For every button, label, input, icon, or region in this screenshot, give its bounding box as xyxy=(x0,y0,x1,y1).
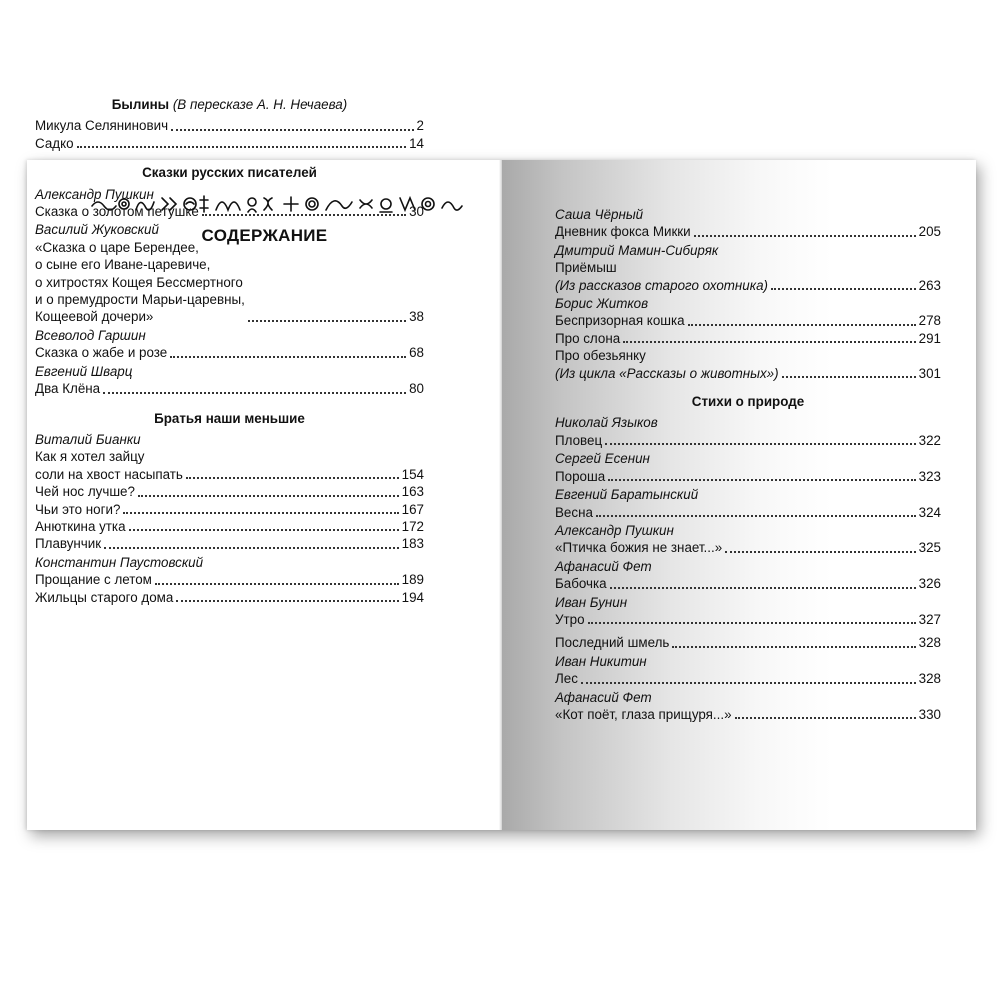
author-name: Борис Житков xyxy=(555,296,649,312)
toc-entry[interactable]: Утро 327 xyxy=(555,611,941,627)
toc-entry[interactable]: Бабочка 326 xyxy=(555,576,941,592)
toc-entry[interactable]: Плавунчик 183 xyxy=(35,536,424,552)
author-name: Константин Паустовский xyxy=(35,554,204,570)
author-name: Афанасий Фет xyxy=(555,689,652,705)
toc-entry[interactable]: Сказка о золотом петушке 30 xyxy=(35,204,424,220)
toc-entry[interactable]: Последний шмель 328 xyxy=(555,635,941,651)
toc-entry[interactable]: Прощание с летом 189 xyxy=(35,572,424,588)
toc-entry[interactable]: Анюткина утка 172 xyxy=(35,518,424,534)
toc-entry[interactable]: Микула Селянинович 2 xyxy=(35,118,424,134)
toc-entry[interactable]: «Птичка божия не знает...» 325 xyxy=(555,540,941,556)
toc-entry[interactable]: «Кот поёт, глаза прищуря...» 330 xyxy=(555,706,941,722)
author-name: Иван Бунин xyxy=(555,594,628,610)
toc-entry[interactable]: Два Клёна 80 xyxy=(35,381,424,397)
author-name: Николай Языков xyxy=(555,415,658,431)
toc-entry[interactable]: Пловец 322 xyxy=(555,432,941,448)
author-name: Всеволод Гаршин xyxy=(35,327,146,343)
author-name: Саша Чёрный xyxy=(555,207,644,222)
toc-entry[interactable]: Чей нос лучше? 163 xyxy=(35,484,424,500)
section-heading-skazki: Сказки русских писателей xyxy=(142,165,317,181)
toc-entry[interactable]: (Из рассказов старого охотника) 263 xyxy=(555,277,941,293)
toc-entry[interactable]: Как я хотел зайцу соли на хвост насыпать 154 xyxy=(35,449,424,482)
toc-entry[interactable]: Лес 328 xyxy=(555,671,941,687)
toc-entry[interactable]: Про слона 291 xyxy=(555,330,941,346)
contents-title: СОДЕРЖАНИЕ xyxy=(201,226,328,245)
toc-entry[interactable]: Весна 324 xyxy=(555,504,941,520)
toc-entry[interactable]: Дневник фокса Микки 205 xyxy=(555,224,941,240)
section-heading-stikhi: Стихи о природе xyxy=(691,394,805,410)
author-name: Иван Никитин xyxy=(555,653,647,669)
author-name: Афанасий Фет xyxy=(555,558,652,574)
toc-entry-title: Приёмыш xyxy=(555,260,617,276)
right-toc-column xyxy=(555,205,941,723)
section-heading-bratya: Братья наши меньшие xyxy=(154,410,305,426)
author-name: Василий Жуковский xyxy=(35,222,159,238)
author-name: Дмитрий Мамин-Сибиряк xyxy=(555,242,719,258)
author-name: Александр Пушкин xyxy=(35,186,154,202)
toc-entry[interactable]: Пороша 323 xyxy=(555,468,941,484)
toc-entry[interactable]: Жильцы старого дома 194 xyxy=(35,589,424,605)
left-toc-column xyxy=(35,96,424,606)
author-name: Александр Пушкин xyxy=(555,522,674,538)
toc-entry[interactable]: Чьи это ноги? 167 xyxy=(35,501,424,517)
author-name: Сергей Есенин xyxy=(555,451,650,467)
toc-entry[interactable]: «Сказка о царе Берендее, о сыне его Иване-царевиче, о хитростях Кощея Бессмертного и о премудрости Марьи-царевны, Кощеевой дочери» 38 xyxy=(35,239,424,325)
toc-entry[interactable]: (Из цикла «Рассказы о животных») 301 xyxy=(555,365,941,381)
author-name: Виталий Бианки xyxy=(35,431,141,447)
toc-entry[interactable]: Садко 14 xyxy=(35,135,424,151)
author-name: Евгений Шварц xyxy=(35,363,133,379)
author-name: Евгений Баратынский xyxy=(555,487,699,503)
toc-entry[interactable]: Беспризорная кошка 278 xyxy=(555,313,941,329)
toc-entry[interactable]: Сказка о жабе и розе 68 xyxy=(35,345,424,361)
toc-entry-title: Про обезьянку xyxy=(555,348,646,364)
section-heading-byliny: Былины (В пересказе А. Н. Нечаева) xyxy=(111,97,348,112)
